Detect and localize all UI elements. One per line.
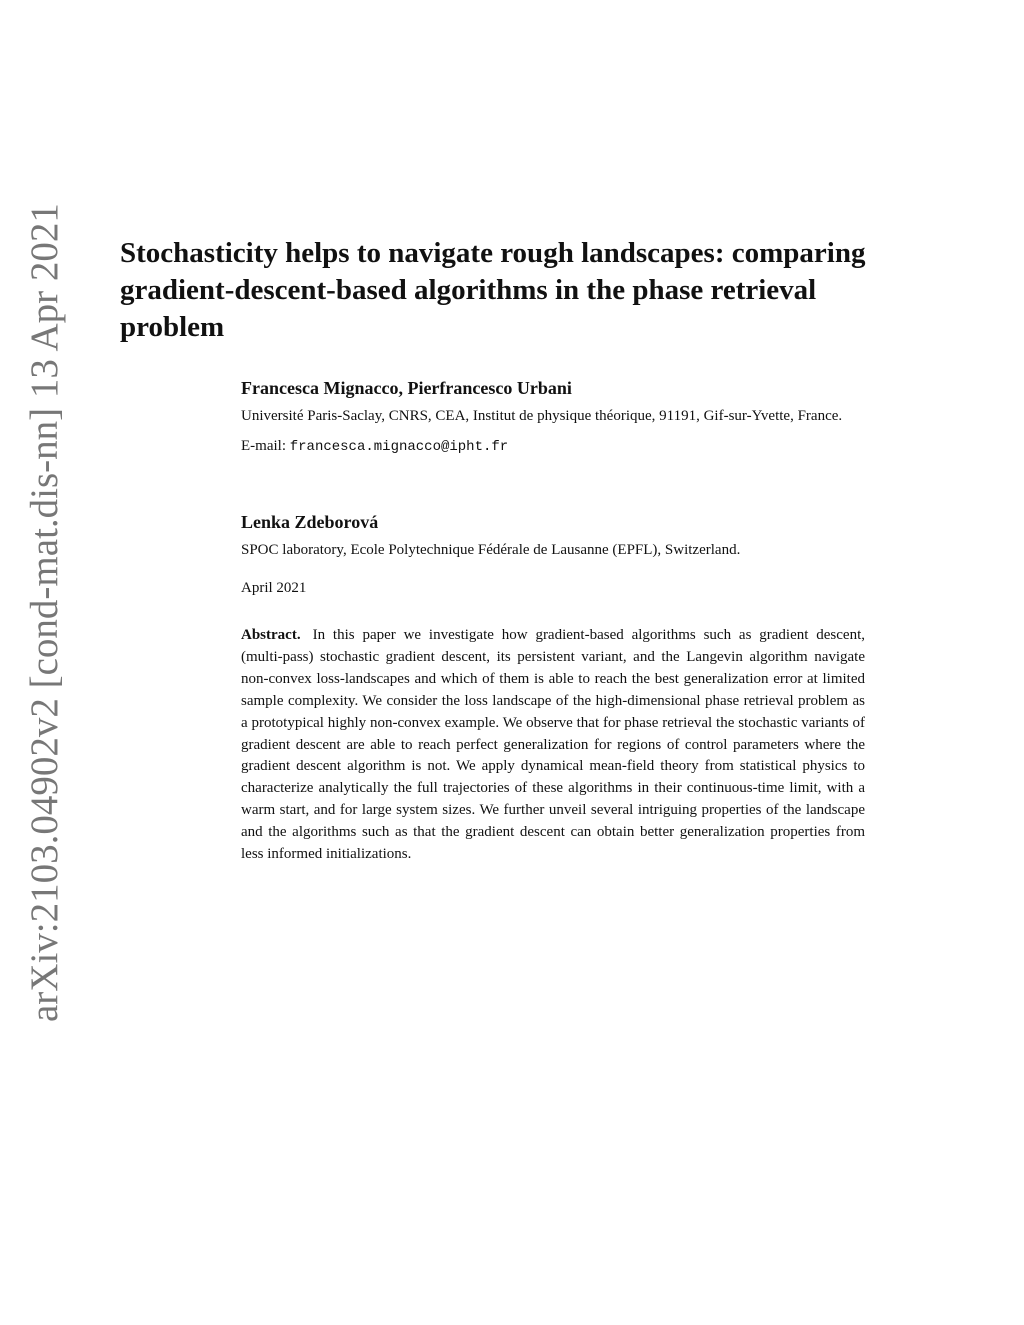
author-affiliation: Université Paris-Saclay, CNRS, CEA, Institut de physique théorique, 91191, Gif-sur-Yvette, France. <box>241 408 843 424</box>
email-line <box>241 435 881 458</box>
paper-title: Stochasticity helps to navigate rough landscapes: comparing gradient-descent-based algorithms in the phase retrieval problem <box>120 237 866 343</box>
author-names: Francesca Mignacco, Pierfrancesco Urbani <box>241 378 572 398</box>
author-names: Lenka Zdeborová <box>241 512 379 532</box>
abstract-label: Abstract. <box>241 627 301 643</box>
author-block-2 <box>241 511 881 561</box>
abstract <box>241 625 865 866</box>
abstract-text: In this paper we investigate how gradient-based algorithms such as gradient descent, (multi-pass) stochastic gradient descent, its persistent variant, and the Langevin algorithm navigate non-convex loss-landscapes and which of them is able to reach the best generalization error at limited sample complexity. We consider the loss landscape of the high-dimensional phase retrieval problem as a prototypical highly non-convex example. We observe that for phase retrieval the stochastic variants of gradient descent are able to reach perfect generalization for regions of control parameters where the gradient descent algorithm is not. We apply dynamical mean-field theory from statistical physics to characterize analytically the full trajectories of these algorithms in their continuous-time limit, with a warm start, and for large system sizes. We further unveil several intriguing properties of the landscape and the algorithms such as that the gradient descent can obtain better generalization properties from less informed initializations. <box>241 627 865 863</box>
author-block-1 <box>241 377 881 458</box>
email-address-link[interactable]: francesca.mignacco@ipht.fr <box>289 439 509 455</box>
arxiv-identifier-stamp: arXiv:2103.04902v2 [cond-mat.dis-nn] 13 Apr 2021 <box>23 203 66 1022</box>
email-label: E-mail: <box>241 438 286 454</box>
publication-date: April 2021 <box>241 580 307 596</box>
author-affiliation: SPOC laboratory, Ecole Polytechnique Fédérale de Lausanne (EPFL), Switzerland. <box>241 542 741 558</box>
